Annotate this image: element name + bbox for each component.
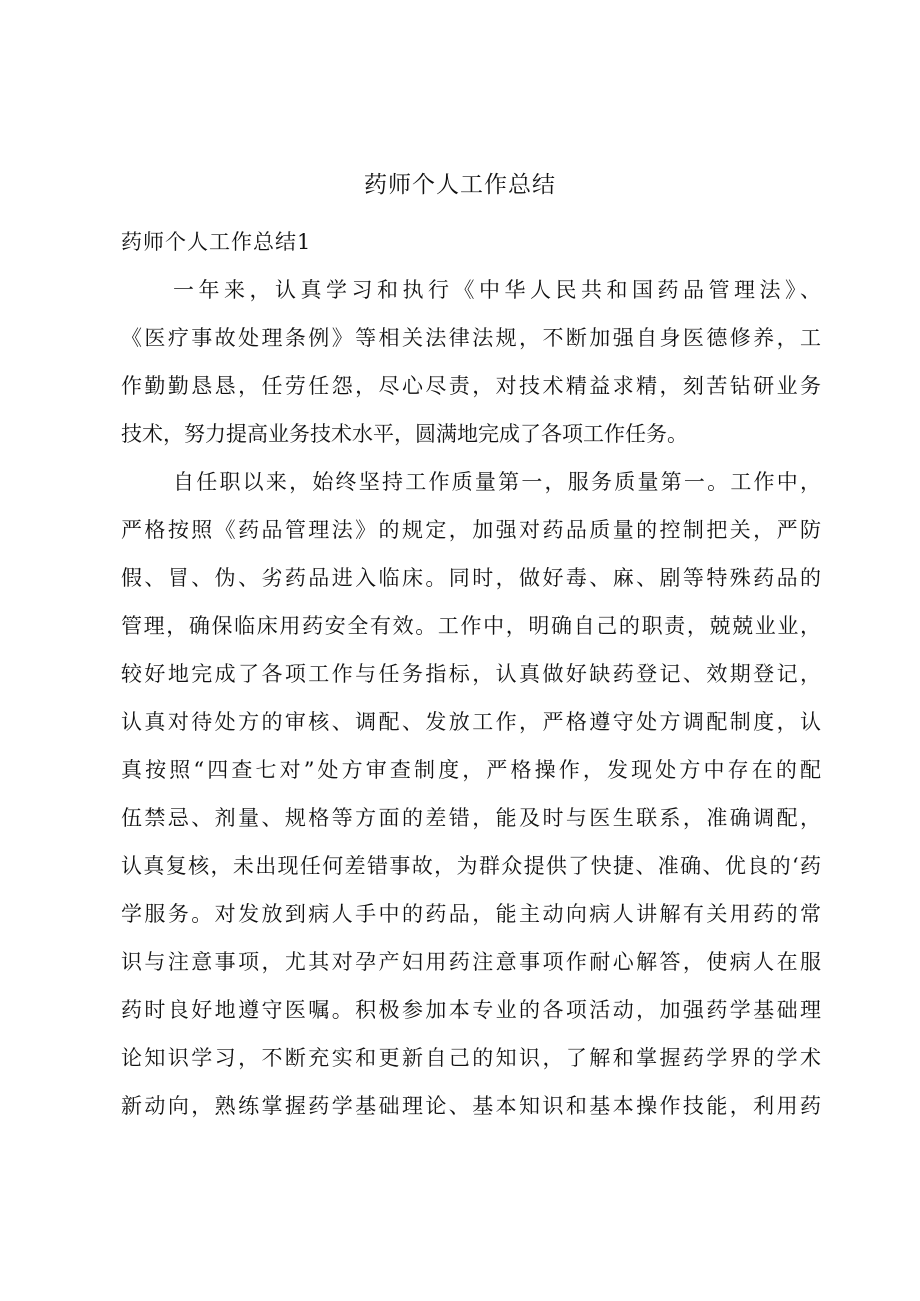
paragraph-line: 自任职以来，始终坚持工作质量第一，服务质量第一。工作中， <box>173 470 821 494</box>
paragraph-line: 伍禁忌、剂量、规格等方面的差错，能及时与医生联系，准确调配， <box>121 806 821 830</box>
paragraph-line: 学服务。对发放到病人手中的药品，能主动向病人讲解有关用药的常 <box>121 902 821 926</box>
paragraph-line: 严格按照《药品管理法》的规定，加强对药品质量的控制把关，严防 <box>121 518 821 542</box>
paragraph-line: 识与注意事项，尤其对孕产妇用药注意事项作耐心解答，使病人在服 <box>121 950 821 974</box>
section-heading: 药师个人工作总结1 <box>121 230 312 254</box>
paragraph-line: 假、冒、伪、劣药品进入临床。同时，做好毒、麻、剧等特殊药品的 <box>121 566 821 590</box>
paragraph-line: 较好地完成了各项工作与任务指标，认真做好缺药登记、效期登记， <box>121 662 821 686</box>
paragraph-line: 真按照“四查七对”处方审查制度，严格操作，发现处方中存在的配 <box>121 758 821 782</box>
paragraph-line: 新动向，熟练掌握药学基础理论、基本知识和基本操作技能，利用药 <box>121 1094 821 1118</box>
paragraph-line: 一年来，认真学习和执行《中华人民共和国药品管理法》、 <box>173 278 821 302</box>
paragraph-line: 认真对待处方的审核、调配、发放工作，严格遵守处方调配制度，认 <box>121 710 821 734</box>
paragraph-line: 认真复核，未出现任何差错事故，为群众提供了快捷、准确、优良的‘药 <box>121 854 821 878</box>
paragraph-line: 管理，确保临床用药安全有效。工作中，明确自己的职责，兢兢业业， <box>121 614 821 638</box>
paragraph-line: 药时良好地遵守医嘱。积极参加本专业的各项活动，加强药学基础理 <box>121 998 821 1022</box>
paragraph-line: 论知识学习，不断充实和更新自己的知识，了解和掌握药学界的学术 <box>121 1046 821 1070</box>
paragraph-line: 技术，努力提高业务技术水平，圆满地完成了各项工作任务。 <box>121 422 688 446</box>
paragraph-line: 作勤勤恳恳，任劳任怨，尽心尽责，对技术精益求精，刻苦钻研业务 <box>121 374 821 398</box>
document-title: 药师个人工作总结 <box>364 172 556 198</box>
paragraph-line: 《医疗事故处理条例》等相关法律法规，不断加强自身医德修养，工 <box>121 326 821 350</box>
